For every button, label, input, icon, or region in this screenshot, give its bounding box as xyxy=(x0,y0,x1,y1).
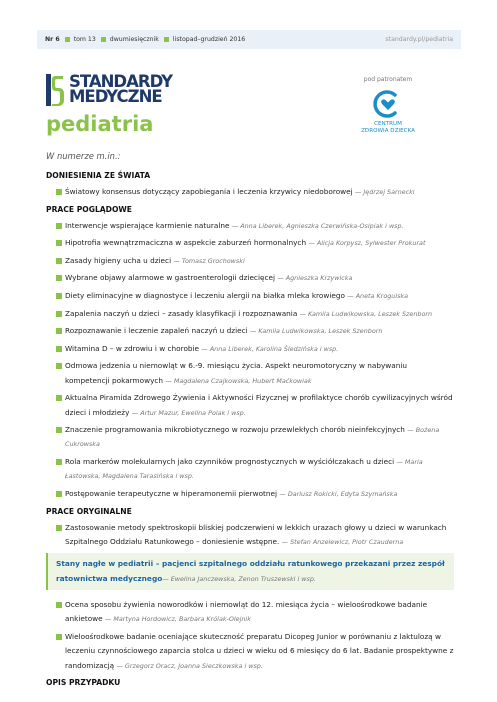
frequency: dwumiesięcznik xyxy=(109,36,159,43)
bullet-icon xyxy=(56,491,62,497)
bullet-icon xyxy=(56,240,62,246)
item-authors: — Tomasz Grochowski xyxy=(173,256,245,265)
patronage-label: pod patronatem xyxy=(363,76,413,83)
patronage-name xyxy=(352,121,424,135)
list-item xyxy=(46,307,454,321)
item-authors: — Agnieszka Krzywicka xyxy=(277,274,353,283)
bullet-icon xyxy=(56,525,62,531)
list-item xyxy=(46,359,454,388)
list-item xyxy=(46,236,454,250)
item-title: Interwencje wspierające karmienie naturalne xyxy=(65,220,230,230)
item-title: Rola markerów molekularnych jako czynników prognostycznych w wyściółczakach u dzieci xyxy=(65,457,395,467)
bullet-icon xyxy=(56,258,62,264)
list-item xyxy=(46,423,454,452)
list-item xyxy=(46,271,454,285)
item-title: Zastosowanie metody spektroskopii bliskiej podczerwieni w lekkich urazach głowy u dzieci w warunkach Szpitalnego Oddziału Ratunkowego – doniesienie wstępne. xyxy=(65,522,447,546)
item-authors: — Dariusz Rokicki, Edyta Szymańska xyxy=(279,489,398,498)
intro-text: W numerze m.in.: xyxy=(46,151,121,161)
brand-line2: MEDYCZNE xyxy=(69,87,162,106)
section-title: OPIS PRZYPADKU xyxy=(46,678,121,688)
bullet-icon xyxy=(56,189,62,195)
issue-info xyxy=(45,36,245,43)
item-authors: — Artur Mazur, Ewelina Polak i wsp. xyxy=(131,408,246,417)
list-item xyxy=(46,254,454,268)
item-authors: — Jędrzej Sarnecki xyxy=(355,188,415,196)
item-authors: — Anna Liberek, Agnieszka Czerwińska-Osipiak i wsp. xyxy=(231,221,404,230)
list-item xyxy=(46,219,454,233)
bullet-icon xyxy=(56,459,62,465)
list-item xyxy=(46,289,454,303)
bullet-icon xyxy=(56,275,62,281)
item-title: Wybrane objawy alarmowe w gastroenterologii dziecięcej xyxy=(65,273,275,283)
bullet-icon xyxy=(56,223,62,229)
list-item xyxy=(46,391,454,420)
item-authors: — Martyna Hordowicz, Barbara Królak-Olejnik xyxy=(104,615,251,624)
item-authors: — Bożena Cukrowska xyxy=(65,426,440,449)
bullet-icon xyxy=(56,293,62,299)
item-authors: — Alicja Korpysz, Sylwester Prokurat xyxy=(308,239,426,248)
list-item xyxy=(46,324,454,338)
list-item xyxy=(46,185,454,199)
bullet-icon xyxy=(56,328,62,334)
bullet-icon xyxy=(56,427,62,433)
item-authors: — Kamila Ludwikowska, Leszek Szenborn xyxy=(299,309,433,318)
bullet-icon xyxy=(56,395,62,401)
item-title: Diety eliminacyjne w diagnostyce i leczeniu alergii na białka mleka krowiego xyxy=(65,290,345,300)
list-item xyxy=(46,487,454,501)
list-item xyxy=(46,598,454,627)
period: listopad–grudzień 2016 xyxy=(172,36,246,43)
item-authors: — Kamila Ludwikowska, Leszek Szenborn xyxy=(249,327,383,336)
featured-authors: — Ewelina Janczewska, Zenon Truszewski i wsp. xyxy=(162,574,316,583)
section-title: PRACE ORYGINALNE xyxy=(46,506,132,516)
section-title: DONIESIENIA ZE ŚWIATA xyxy=(46,171,151,180)
item-title: Rozpoznawanie i leczenie zapaleń naczyń u dzieci xyxy=(65,326,248,336)
patronage-name-line1: CENTRUM xyxy=(374,121,402,127)
journal-subtitle: pediatria xyxy=(46,112,154,136)
volume: tom 13 xyxy=(73,36,96,43)
list-item xyxy=(46,455,454,484)
item-title: Wieloośrodkowe badanie oceniające skuteczność preparatu Dicopeg Junior w porównaniu z laktulozą w leczeniu czynnościowego zaparcia stolca u dzieci w wieku od 6 miesięcy do 6 lat. Badanie prospektywne z randomizacją xyxy=(65,631,454,670)
table-of-contents xyxy=(46,166,454,692)
item-title: Ocena sposobu żywienia noworodków i niemowląt do 12. miesiąca życia – wieloośrodkowe badanie ankietowe xyxy=(65,600,428,624)
bullet-icon xyxy=(56,634,62,640)
featured-article xyxy=(46,553,454,590)
item-title: Zapalenia naczyń u dzieci – zasady klasyfikacji i rozpoznawania xyxy=(65,308,298,318)
item-title: Postępowanie terapeutyczne w hiperamonemii pierwotnej xyxy=(65,488,278,498)
featured-title: Stany nagłe w pediatrii – pacjenci szpitalnego oddziału ratunkowego przekazani przez zespół ratownictwa medycznego xyxy=(56,559,445,583)
site-link[interactable]: standardy.pl/pediatria xyxy=(385,36,453,43)
item-authors: — Magdalena Czajkowska, Hubert Maćkowiak xyxy=(165,376,312,385)
separator-square xyxy=(65,37,70,42)
item-authors: — Maria Łastowska, Magdalena Tarasińska i wsp. xyxy=(65,458,423,481)
bullet-icon xyxy=(56,346,62,352)
heart-c-icon xyxy=(364,89,412,119)
item-authors: — Aneta Krogulska xyxy=(347,291,409,300)
patronage-name-line2: ZDROWIA DZIECKA xyxy=(361,128,415,134)
bullet-icon xyxy=(56,602,62,608)
item-title: Znaczenie programowania mikrobiotycznego w rozwoju przewlekłych chorób nieinfekcyjnych xyxy=(65,425,405,435)
separator-square xyxy=(101,37,106,42)
bullet-icon xyxy=(56,311,62,317)
item-authors: — Anna Liberek, Karolina Śledzińska i wsp. xyxy=(201,344,339,353)
item-title: Odmowa jedzenia u niemowląt w 6.-9. miesiącu życia. Aspekt neuromotoryczny w nabywaniu kompetencji pokarmowych xyxy=(65,361,407,385)
item-title: Światowy konsensus dotyczący zapobiegania i leczenia krzywicy niedoborowej xyxy=(65,187,353,196)
item-authors: — Grzegorz Oracz, Joanna Sieczkowska i wsp. xyxy=(116,661,263,670)
item-title: Zasady higieny ucha u dzieci xyxy=(65,255,172,265)
item-title: Aktualna Piramida Zdrowego Żywienia i Aktywności Fizycznej w profilaktyce chorób cywilizacyjnych wśród dzieci i młodzieży xyxy=(65,393,453,417)
issue-bar xyxy=(37,30,461,49)
issue-number: Nr 6 xyxy=(45,36,60,43)
separator-square xyxy=(164,37,169,42)
item-authors: — Stefan Anzelewicz, Piotr Czauderna xyxy=(281,537,404,546)
brand-line1: STANDARDY xyxy=(69,72,173,91)
item-title: Hipotrofia wewnątrzmaciczna w aspekcie zaburzeń hormonalnych xyxy=(65,238,307,248)
brand-logo xyxy=(46,74,172,106)
list-item xyxy=(46,521,454,550)
list-item xyxy=(46,342,454,356)
bullet-icon xyxy=(56,363,62,369)
list-item xyxy=(46,630,454,673)
section-title: PRACE POGLĄDOWE xyxy=(46,204,132,214)
item-title: Witamina D – w zdrowiu i w chorobie xyxy=(65,343,200,353)
brand-s-icon xyxy=(46,74,64,106)
